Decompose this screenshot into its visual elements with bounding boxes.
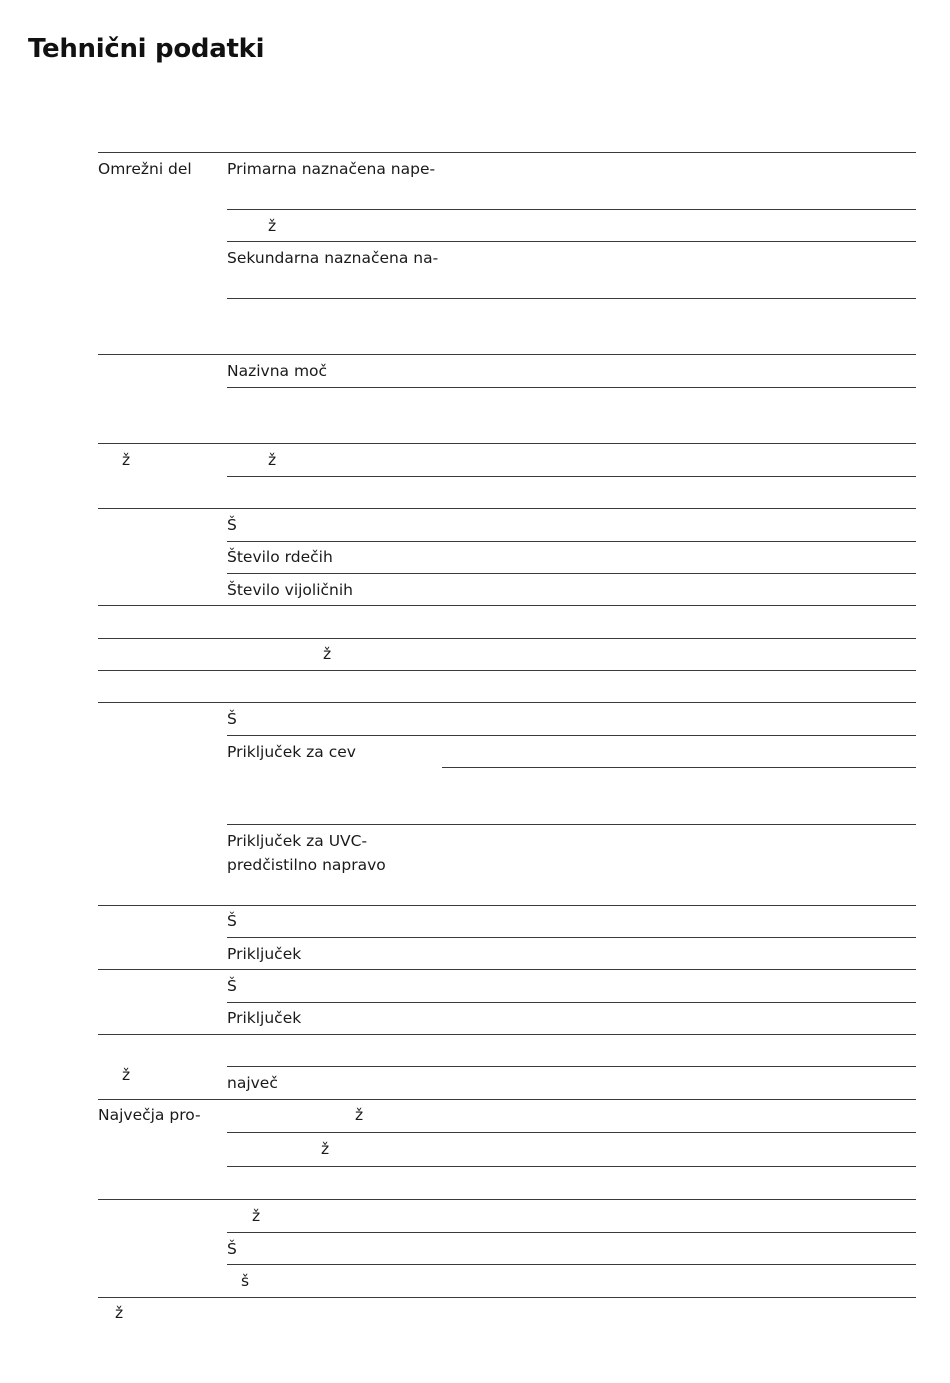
row-label: Priključek xyxy=(227,1009,302,1027)
row-label: Primarna naznačena nape- xyxy=(227,160,436,178)
table-rule xyxy=(98,354,916,355)
table-rule xyxy=(98,443,916,444)
table-rule xyxy=(98,152,916,153)
group-label: Največja pro- xyxy=(98,1106,201,1124)
table-rule xyxy=(227,824,916,825)
group-label: ž xyxy=(122,451,131,469)
row-label: Priključek za UVC- xyxy=(227,832,368,850)
table-rule xyxy=(227,1002,916,1003)
table-rule xyxy=(227,1264,916,1265)
row-label: Š xyxy=(227,912,237,930)
table-rule xyxy=(98,670,916,671)
table-rule xyxy=(227,476,916,477)
row-label: ž xyxy=(355,1106,364,1124)
table-rule xyxy=(227,1166,916,1167)
table-rule xyxy=(227,241,916,242)
table-rule xyxy=(227,387,916,388)
table-rule xyxy=(98,969,916,970)
table-rule xyxy=(98,1199,916,1200)
row-label: predčistilno napravo xyxy=(227,856,386,874)
row-label: Število rdečih xyxy=(227,548,333,566)
table-rule xyxy=(98,702,916,703)
group-label: ž xyxy=(122,1066,131,1084)
table-rule xyxy=(98,905,916,906)
table-rule xyxy=(227,298,916,299)
row-label: ž xyxy=(268,217,277,235)
row-label: š xyxy=(241,1272,250,1290)
table-rule xyxy=(227,1132,916,1133)
table-rule xyxy=(98,638,916,639)
table-rule xyxy=(98,1099,916,1100)
table-rule xyxy=(227,209,916,210)
table-rule xyxy=(98,1034,916,1035)
table-rule xyxy=(227,573,916,574)
row-label: Nazivna moč xyxy=(227,362,328,380)
row-label: Š xyxy=(227,977,237,995)
row-label: Priključek xyxy=(227,945,302,963)
row-label: Š xyxy=(227,1240,237,1258)
table-rule xyxy=(227,541,916,542)
row-label: ž xyxy=(252,1207,261,1225)
table-rule xyxy=(227,937,916,938)
group-label: Omrežni del xyxy=(98,160,192,178)
page-title: Tehnični podatki xyxy=(28,34,265,64)
row-label: ž xyxy=(323,645,332,663)
row-label: ž xyxy=(268,451,277,469)
row-label: največ xyxy=(227,1074,278,1092)
table-rule xyxy=(98,508,916,509)
row-label: Priključek za cev xyxy=(227,743,356,761)
group-label: ž xyxy=(115,1304,124,1322)
row-label: ž xyxy=(321,1140,330,1158)
table-rule xyxy=(98,1297,916,1298)
table-rule xyxy=(98,605,916,606)
row-label: Število vijoličnih xyxy=(227,581,354,599)
table-rule xyxy=(227,1232,916,1233)
row-label: Š xyxy=(227,516,237,534)
row-label: Š xyxy=(227,710,237,728)
table-rule xyxy=(227,735,916,736)
table-rule xyxy=(442,767,916,768)
table-rule xyxy=(227,1066,916,1067)
row-label: Sekundarna naznačena na- xyxy=(227,249,439,267)
